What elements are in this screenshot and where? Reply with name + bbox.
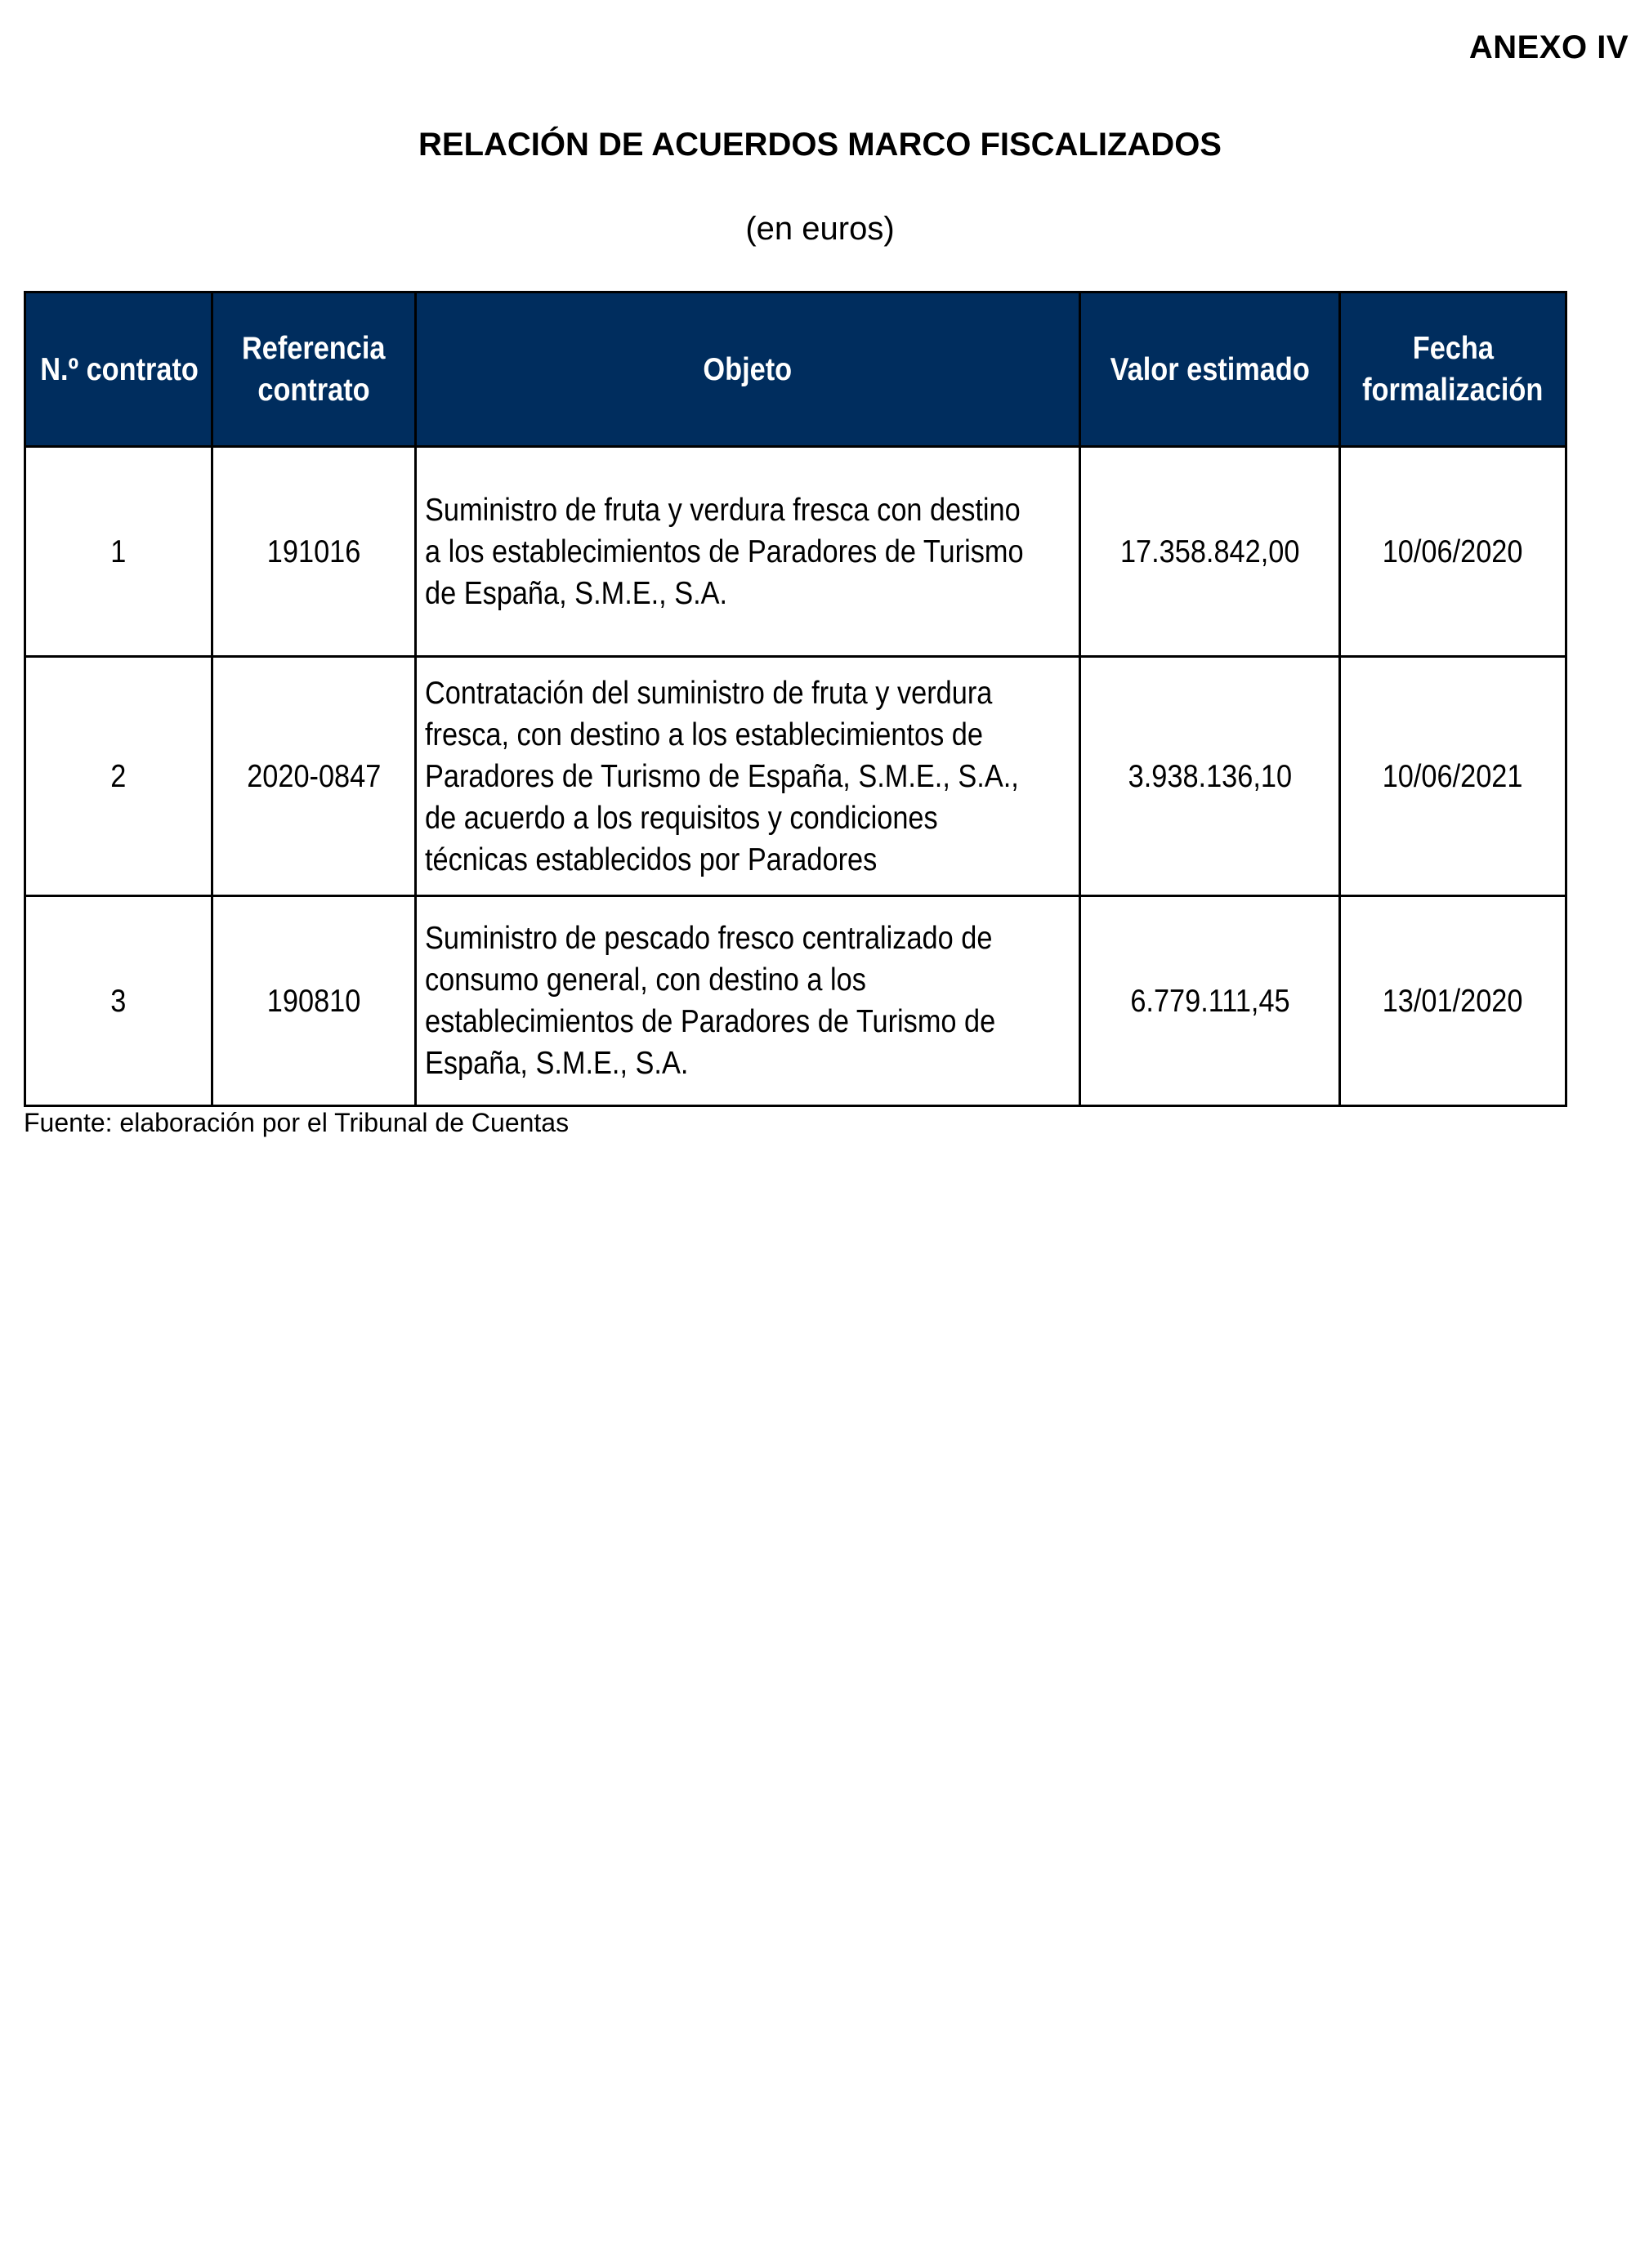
cell-ref: 190810 [212,896,416,1106]
cell-valor: 6.779.111,45 [1080,896,1340,1106]
cell-fecha: 10/06/2020 [1340,447,1566,657]
header-num: N.º contrato [25,292,212,447]
header-objeto: Objeto [416,292,1080,447]
cell-num: 1 [25,447,212,657]
cell-objeto: Suministro de pescado fresco centralizado de consumo general, con destino a los establecimientos de Paradores de Turismo de España, S.M.E., S.A. [416,896,1080,1106]
cell-fecha: 13/01/2020 [1340,896,1566,1106]
cell-fecha: 10/06/2021 [1340,657,1566,896]
source-note: Fuente: elaboración por el Tribunal de Cuentas [24,1108,570,1137]
cell-num: 3 [25,896,212,1106]
cell-num: 2 [25,657,212,896]
header-valor: Valor estimado [1080,292,1340,447]
cell-ref: 191016 [212,447,416,657]
table-row [25,657,1566,896]
annex-label: ANEXO IV [1468,29,1629,65]
cell-objeto: Suministro de fruta y verdura fresca con destino a los establecimientos de Paradores de Turismo de España, S.M.E., S.A. [416,447,1080,657]
page-subtitle: (en euros) [745,211,895,247]
header-ref: Referencia contrato [212,292,416,447]
table-header-row [25,292,1566,447]
table-row [25,896,1566,1106]
cell-valor: 17.358.842,00 [1080,447,1340,657]
header-fecha: Fecha formalización [1340,292,1566,447]
agreements-table [24,291,1567,1107]
cell-valor: 3.938.136,10 [1080,657,1340,896]
cell-objeto: Contratación del suministro de fruta y verdura fresca, con destino a los establecimientos de Paradores de Turismo de España, S.M.E., S.A., de acuerdo a los requisitos y condiciones técnicas establecidos por Paradores [416,657,1080,896]
cell-ref: 2020-0847 [212,657,416,896]
table-row [25,447,1566,657]
page-title: RELACIÓN DE ACUERDOS MARCO FISCALIZADOS [418,127,1222,163]
